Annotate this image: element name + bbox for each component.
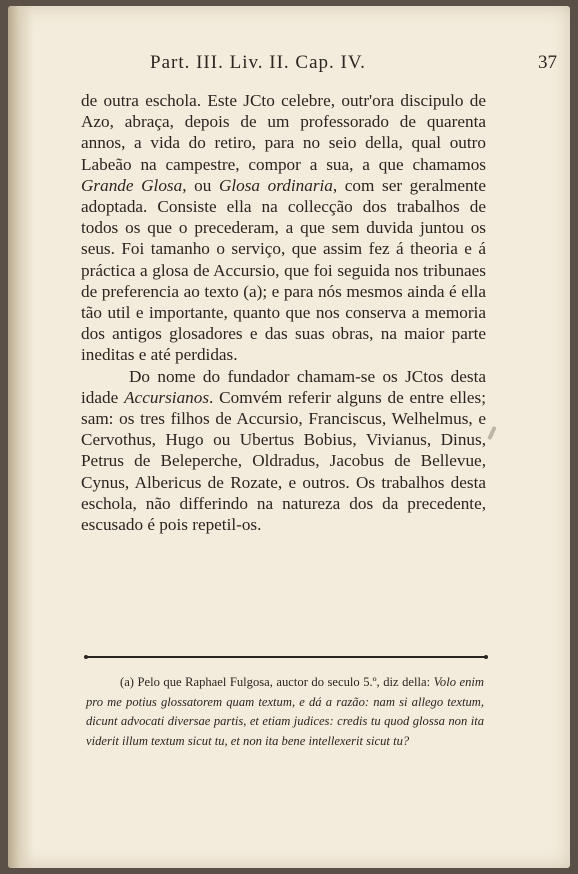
page-smudge bbox=[487, 426, 497, 440]
paragraph-2: Do nome do fundador chamam-se os JCtos desta idade Accursianos. Comvém referir alguns de entre elles; sam: os tres filhos de Accursio, Franciscus, Welhelmus, e Cervothus, Hugo ou Ubertus Bobius, Vivianus, Dinus, Petrus de Beleperche, Oldradus, Jacobus de Bellevue, Cynus, Albericus de Rozate, e outros. Os trabalhos desta eschola, não differindo na natureza dos da precedente, escusado é pois repetil-os. bbox=[81, 366, 486, 535]
footnote: (a) Pelo que Raphael Fulgosa, auctor do seculo 5.º, diz della: Volo enim pro me potius glossatorem quam textum, e dá a razão: nam si allego textum, dicunt advocati diversae partis, et etiam judices: credis tu quod glossa non ita viderit illum textum sicut tu, et non ita bene intellexerit sicut tu? bbox=[86, 675, 484, 748]
running-head bbox=[8, 52, 570, 74]
footnote-divider bbox=[86, 656, 486, 658]
page-gutter bbox=[8, 6, 34, 868]
body-text bbox=[81, 90, 486, 535]
footnote-marker: (a) bbox=[120, 675, 134, 689]
page-number: 37 bbox=[538, 52, 557, 73]
book-page bbox=[8, 6, 570, 868]
running-head-title: Part. III. Liv. II. Cap. IV. bbox=[150, 52, 366, 73]
paragraph-1: de outra eschola. Este JCto celebre, outr'ora discipulo de Azo, abraça, depois de um professorado de quarenta annos, a vida do retiro, para no seio della, qual outro Labeão na campestre, compor a sua, a que chamamos Grande Glosa, ou Glosa ordinaria, com ser geralmente adoptada. Consiste ella na collecção dos trabalhos de todos os que o precederam, a que sem duvida juntou os seus. Foi tamanho o serviço, que assim fez á theoria e á práctica a glosa de Accursio, que foi seguida nos tribunaes de preferencia ao texto (a); e para nós mesmos ainda é ella tão util e importante, quanto que nos conserva a memoria dos antigos glosadores e das suas obras, na maior parte ineditas e até perdidas. bbox=[81, 91, 487, 365]
